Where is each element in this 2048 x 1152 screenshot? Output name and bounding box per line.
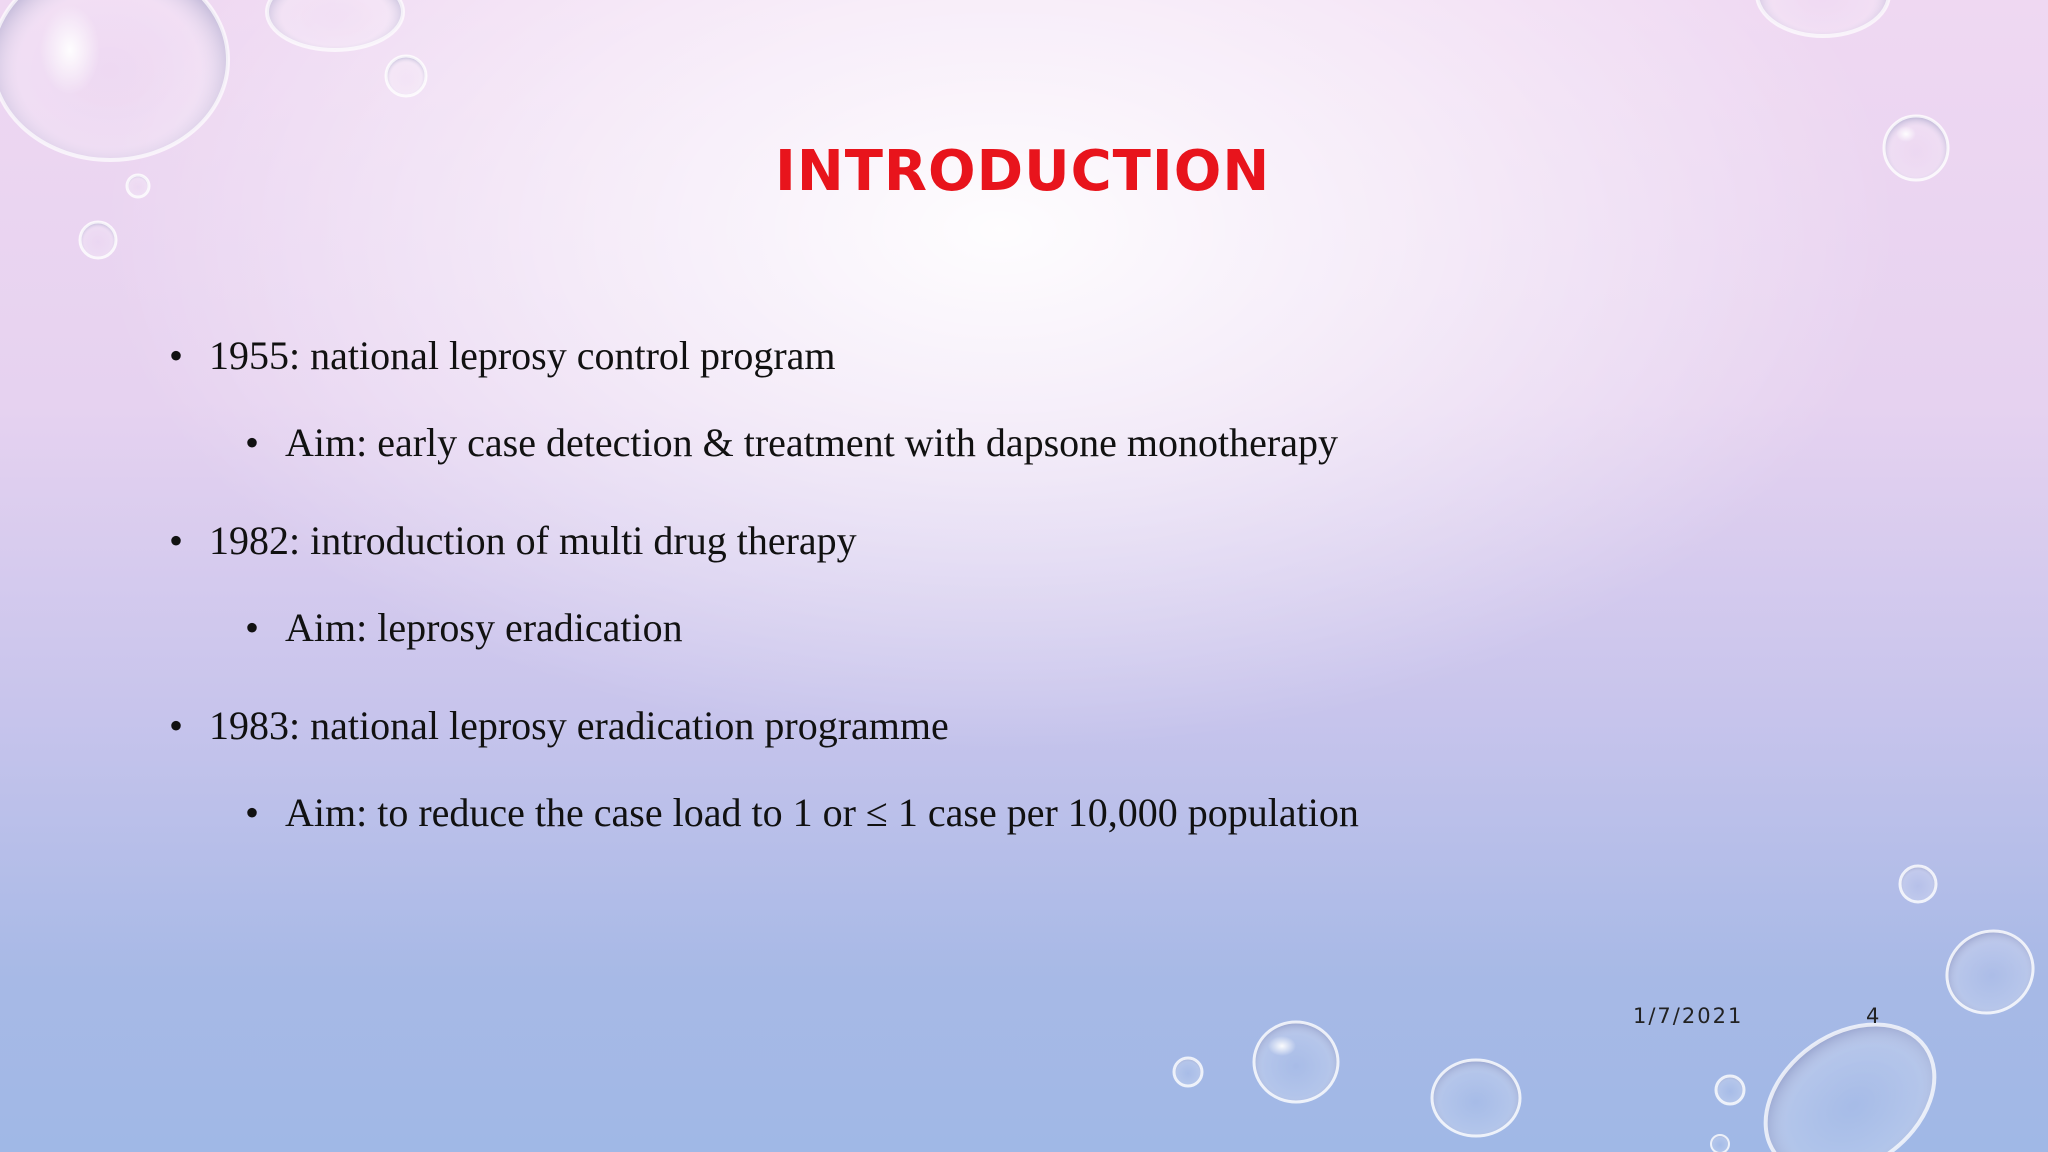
bullet-text: Aim: leprosy eradication	[285, 605, 683, 650]
bullet-icon: •	[245, 420, 260, 465]
bullet-item-1982	[169, 516, 857, 566]
bullet-icon: •	[245, 790, 260, 835]
bullet-text: Aim: to reduce the case load to 1 or ≤ 1 case per 10,000 population	[285, 790, 1359, 835]
bullet-icon: •	[169, 703, 184, 748]
bullet-icon: •	[169, 518, 184, 563]
bullet-item-1983	[169, 701, 949, 751]
bullet-text: 1983: national leprosy eradication programme	[209, 703, 949, 748]
bullet-text: Aim: early case detection & treatment with dapsone monotherapy	[285, 420, 1338, 465]
bullet-icon: •	[169, 333, 184, 378]
slide-page-number: 4	[1866, 1004, 1882, 1028]
slide-title: INTRODUCTION	[775, 139, 1271, 204]
sub-bullet-item-1983-aim	[245, 788, 1359, 838]
bullet-text: 1982: introduction of multi drug therapy	[209, 518, 857, 563]
slide-date: 1/7/2021	[1633, 1004, 1744, 1028]
bullet-text: 1955: national leprosy control program	[209, 333, 836, 378]
sub-bullet-item-1982-aim	[245, 603, 683, 653]
bullet-icon: •	[245, 605, 260, 650]
sub-bullet-item-1955-aim	[245, 418, 1338, 468]
bullet-item-1955	[169, 331, 836, 381]
